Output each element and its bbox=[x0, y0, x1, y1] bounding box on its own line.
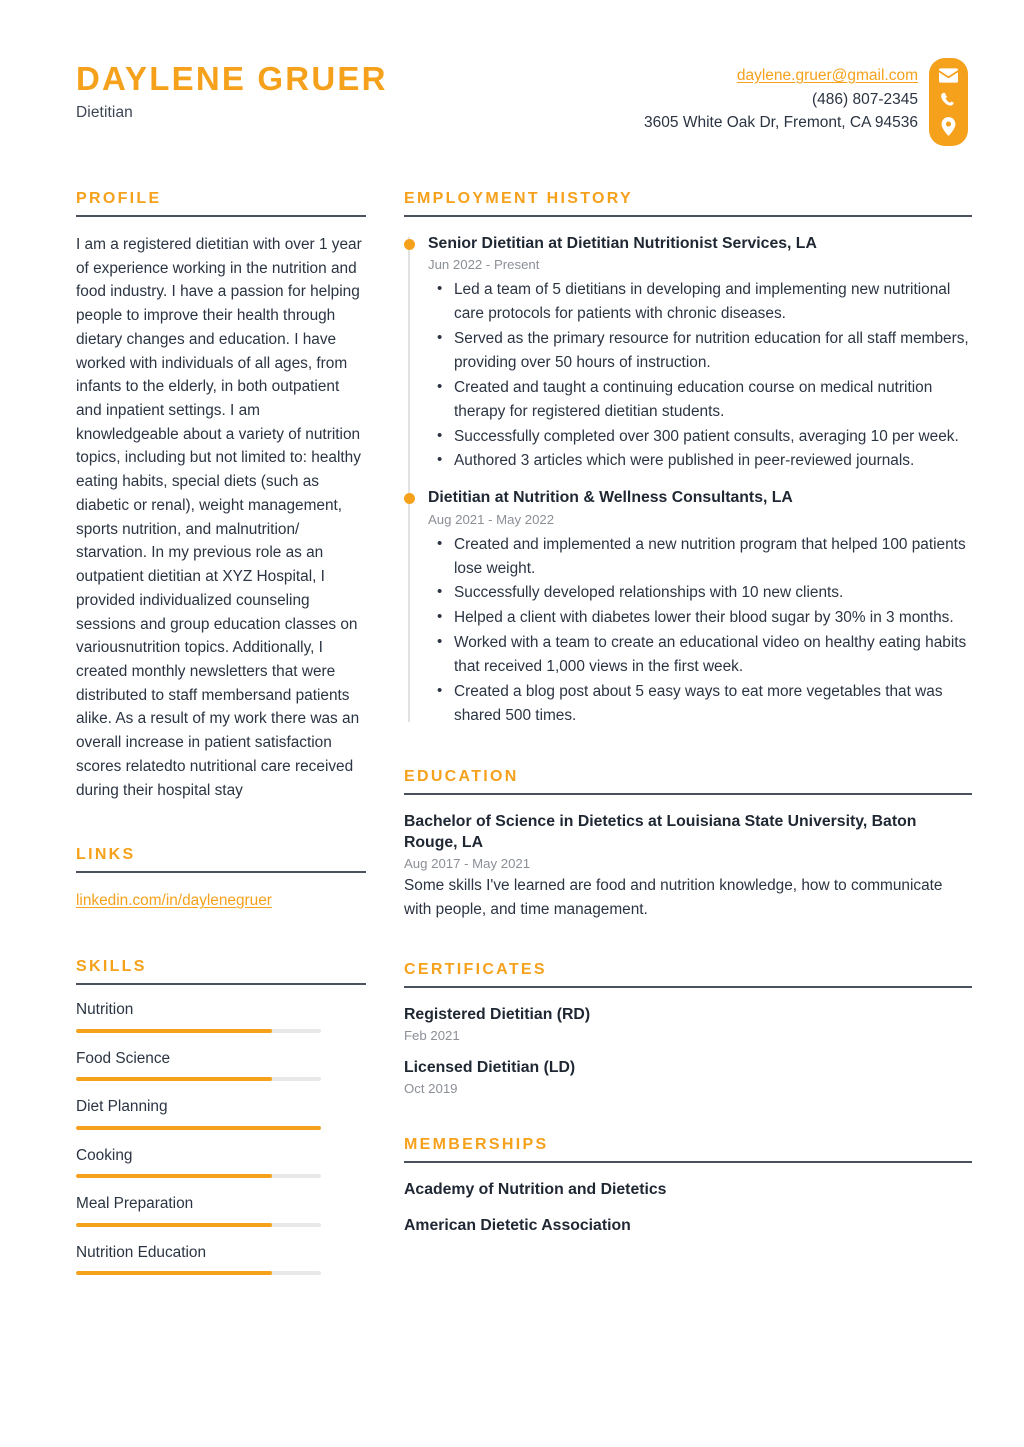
job-bullet: • Worked with a team to create an educational video on healthy eating habits that received 1,000 views in the first week. bbox=[428, 631, 972, 679]
job-entry bbox=[428, 233, 972, 473]
skill-bar-track bbox=[76, 1126, 321, 1130]
education-section bbox=[404, 768, 972, 921]
education-entry bbox=[404, 811, 972, 921]
job-bullet-list bbox=[428, 278, 972, 473]
education-heading: EDUCATION bbox=[404, 767, 519, 785]
skill-label: Diet Planning bbox=[76, 1098, 168, 1116]
section-divider bbox=[76, 871, 366, 873]
timeline-dot-icon bbox=[404, 239, 415, 250]
identity-block bbox=[76, 60, 388, 122]
contact-address: 3605 White Oak Dr, Fremont, CA 94536 bbox=[644, 114, 918, 132]
job-bullet: • Created and implemented a new nutrition program that helped 100 patients lose weight. bbox=[428, 533, 972, 581]
employment-timeline bbox=[404, 233, 972, 728]
job-bullet: • Successfully completed over 300 patient consults, averaging 10 per week. bbox=[428, 425, 972, 449]
section-divider bbox=[404, 793, 972, 795]
profile-heading: PROFILE bbox=[76, 190, 162, 207]
education-degree: Bachelor of Science in Dietetics at Louisiana State University, Baton Rouge, LA bbox=[404, 812, 917, 852]
skill-item bbox=[76, 1050, 366, 1081]
skill-bar-fill bbox=[76, 1077, 272, 1081]
job-role: Senior Dietitian at Dietitian Nutritionist Services, LA bbox=[428, 235, 817, 252]
contact-icon-strip bbox=[929, 58, 968, 146]
skill-bar-track bbox=[76, 1271, 321, 1275]
profile-section bbox=[76, 190, 366, 802]
location-pin-icon bbox=[941, 117, 956, 136]
skill-bar-fill bbox=[76, 1271, 272, 1275]
certificates-section bbox=[404, 961, 972, 1096]
job-bullet: • Helped a client with diabetes lower their blood sugar by 30% in 3 months. bbox=[428, 606, 972, 630]
skill-item bbox=[76, 1244, 366, 1275]
contact-details bbox=[644, 64, 918, 135]
section-divider bbox=[404, 1161, 972, 1163]
main-column bbox=[404, 190, 972, 1251]
skills-section bbox=[76, 958, 366, 1275]
job-bullet: • Created and taught a continuing education course on medical nutrition therapy for registered dietitian students. bbox=[428, 376, 972, 424]
job-bullet: • Led a team of 5 dietitians in developing and implementing new nutritional care protocols for patients with chronic diseases. bbox=[428, 278, 972, 326]
skills-heading: SKILLS bbox=[76, 958, 147, 976]
skill-item bbox=[76, 1001, 366, 1032]
job-dates: Aug 2021 - May 2022 bbox=[428, 511, 555, 527]
job-bullet: • Successfully developed relationships with 10 new clients. bbox=[428, 581, 972, 605]
resume-body bbox=[0, 190, 1024, 1292]
job-bullet: • Served as the primary resource for nutrition education for all staff members, providing over 50 hours of instruction. bbox=[428, 327, 972, 375]
skill-label: Nutrition Education bbox=[76, 1243, 207, 1261]
job-dates: Jun 2022 - Present bbox=[428, 257, 540, 273]
sidebar-column bbox=[76, 190, 366, 1292]
membership-item: Academy of Nutrition and Dietetics bbox=[404, 1180, 667, 1198]
skill-label: Meal Preparation bbox=[76, 1195, 194, 1213]
skill-bar-fill bbox=[76, 1223, 272, 1227]
candidate-name: DAYLENE GRUER bbox=[76, 60, 388, 97]
certificate-date: Oct 2019 bbox=[404, 1080, 458, 1096]
phone-icon bbox=[940, 91, 958, 109]
certificate-entry bbox=[404, 1057, 972, 1096]
skill-label: Cooking bbox=[76, 1146, 133, 1164]
job-role: Dietitian at Nutrition & Wellness Consultants, LA bbox=[428, 489, 793, 507]
skill-bar-track bbox=[76, 1174, 321, 1178]
link-item[interactable]: linkedin.com/in/daylenegruer bbox=[76, 892, 272, 910]
skill-bar-track bbox=[76, 1029, 321, 1033]
certificate-entry bbox=[404, 1004, 972, 1043]
skill-bar-track bbox=[76, 1223, 321, 1227]
education-dates: Aug 2017 - May 2021 bbox=[404, 856, 531, 872]
job-bullet-list bbox=[428, 533, 972, 728]
education-description: Some skills I've learned are food and nutrition knowledge, how to communicate with people, and time management. bbox=[404, 877, 943, 918]
memberships-heading: MEMBERSHIPS bbox=[404, 1135, 549, 1153]
certificate-date: Feb 2021 bbox=[404, 1027, 460, 1043]
section-divider bbox=[404, 986, 972, 988]
skill-item bbox=[76, 1147, 366, 1178]
certificates-heading: CERTIFICATES bbox=[404, 961, 547, 979]
skill-bar-fill bbox=[76, 1029, 272, 1033]
skill-item bbox=[76, 1195, 366, 1226]
contact-phone: (486) 807-2345 bbox=[812, 90, 918, 108]
skill-bar-fill bbox=[76, 1174, 272, 1178]
skill-bar-fill bbox=[76, 1126, 321, 1130]
skill-label: Food Science bbox=[76, 1049, 171, 1067]
section-divider bbox=[76, 983, 366, 985]
job-bullet: • Created a blog post about 5 easy ways to eat more vegetables that was shared 500 times. bbox=[428, 680, 972, 728]
section-divider bbox=[76, 215, 366, 217]
skill-bar-track bbox=[76, 1077, 321, 1081]
memberships-section bbox=[404, 1136, 972, 1237]
resume-header bbox=[0, 0, 1024, 165]
timeline-dot-icon bbox=[404, 493, 415, 504]
section-divider bbox=[404, 215, 972, 217]
links-heading: LINKS bbox=[76, 846, 136, 864]
membership-item: American Dietetic Association bbox=[404, 1216, 631, 1234]
skill-item bbox=[76, 1098, 366, 1129]
job-entry bbox=[428, 487, 972, 727]
certificate-name: Licensed Dietitian (LD) bbox=[404, 1058, 576, 1076]
job-bullet: • Authored 3 articles which were published in peer-reviewed journals. bbox=[428, 449, 972, 473]
envelope-icon bbox=[939, 68, 958, 83]
certificate-name: Registered Dietitian (RD) bbox=[404, 1006, 591, 1024]
links-section bbox=[76, 846, 366, 912]
profile-text: I am a registered dietitian with over 1 year of experience working in the nutrition and food industry. I have a passion for helping people to improve their health through dietary changes and education. I have worked with individuals of all ages, from infants to the elderly, in both outpatient and inpatient settings. I am knowledgeable about a variety of nutrition topics, including but not limited to: healthy eating habits, special diets (such as diabetic or renal), weight management, sports nutrition, and malnutrition/ starvation. In my previous role as an outpatient dietitian at XYZ Hospital, I provided individualized counseling sessions and group education classes on variousnutrition topics. Additionally, I created monthly newsletters that were distributed to staff membersand patients alike. As a result of my work there was an overall increase in patient satisfaction scores relatedto nutritional care received during their hospital stay bbox=[76, 236, 362, 799]
candidate-job-title: Dietitian bbox=[76, 103, 133, 121]
employment-heading: EMPLOYMENT HISTORY bbox=[404, 190, 633, 207]
employment-section bbox=[404, 190, 972, 728]
skill-label: Nutrition bbox=[76, 1001, 134, 1019]
contact-email[interactable]: daylene.gruer@gmail.com bbox=[736, 67, 918, 84]
